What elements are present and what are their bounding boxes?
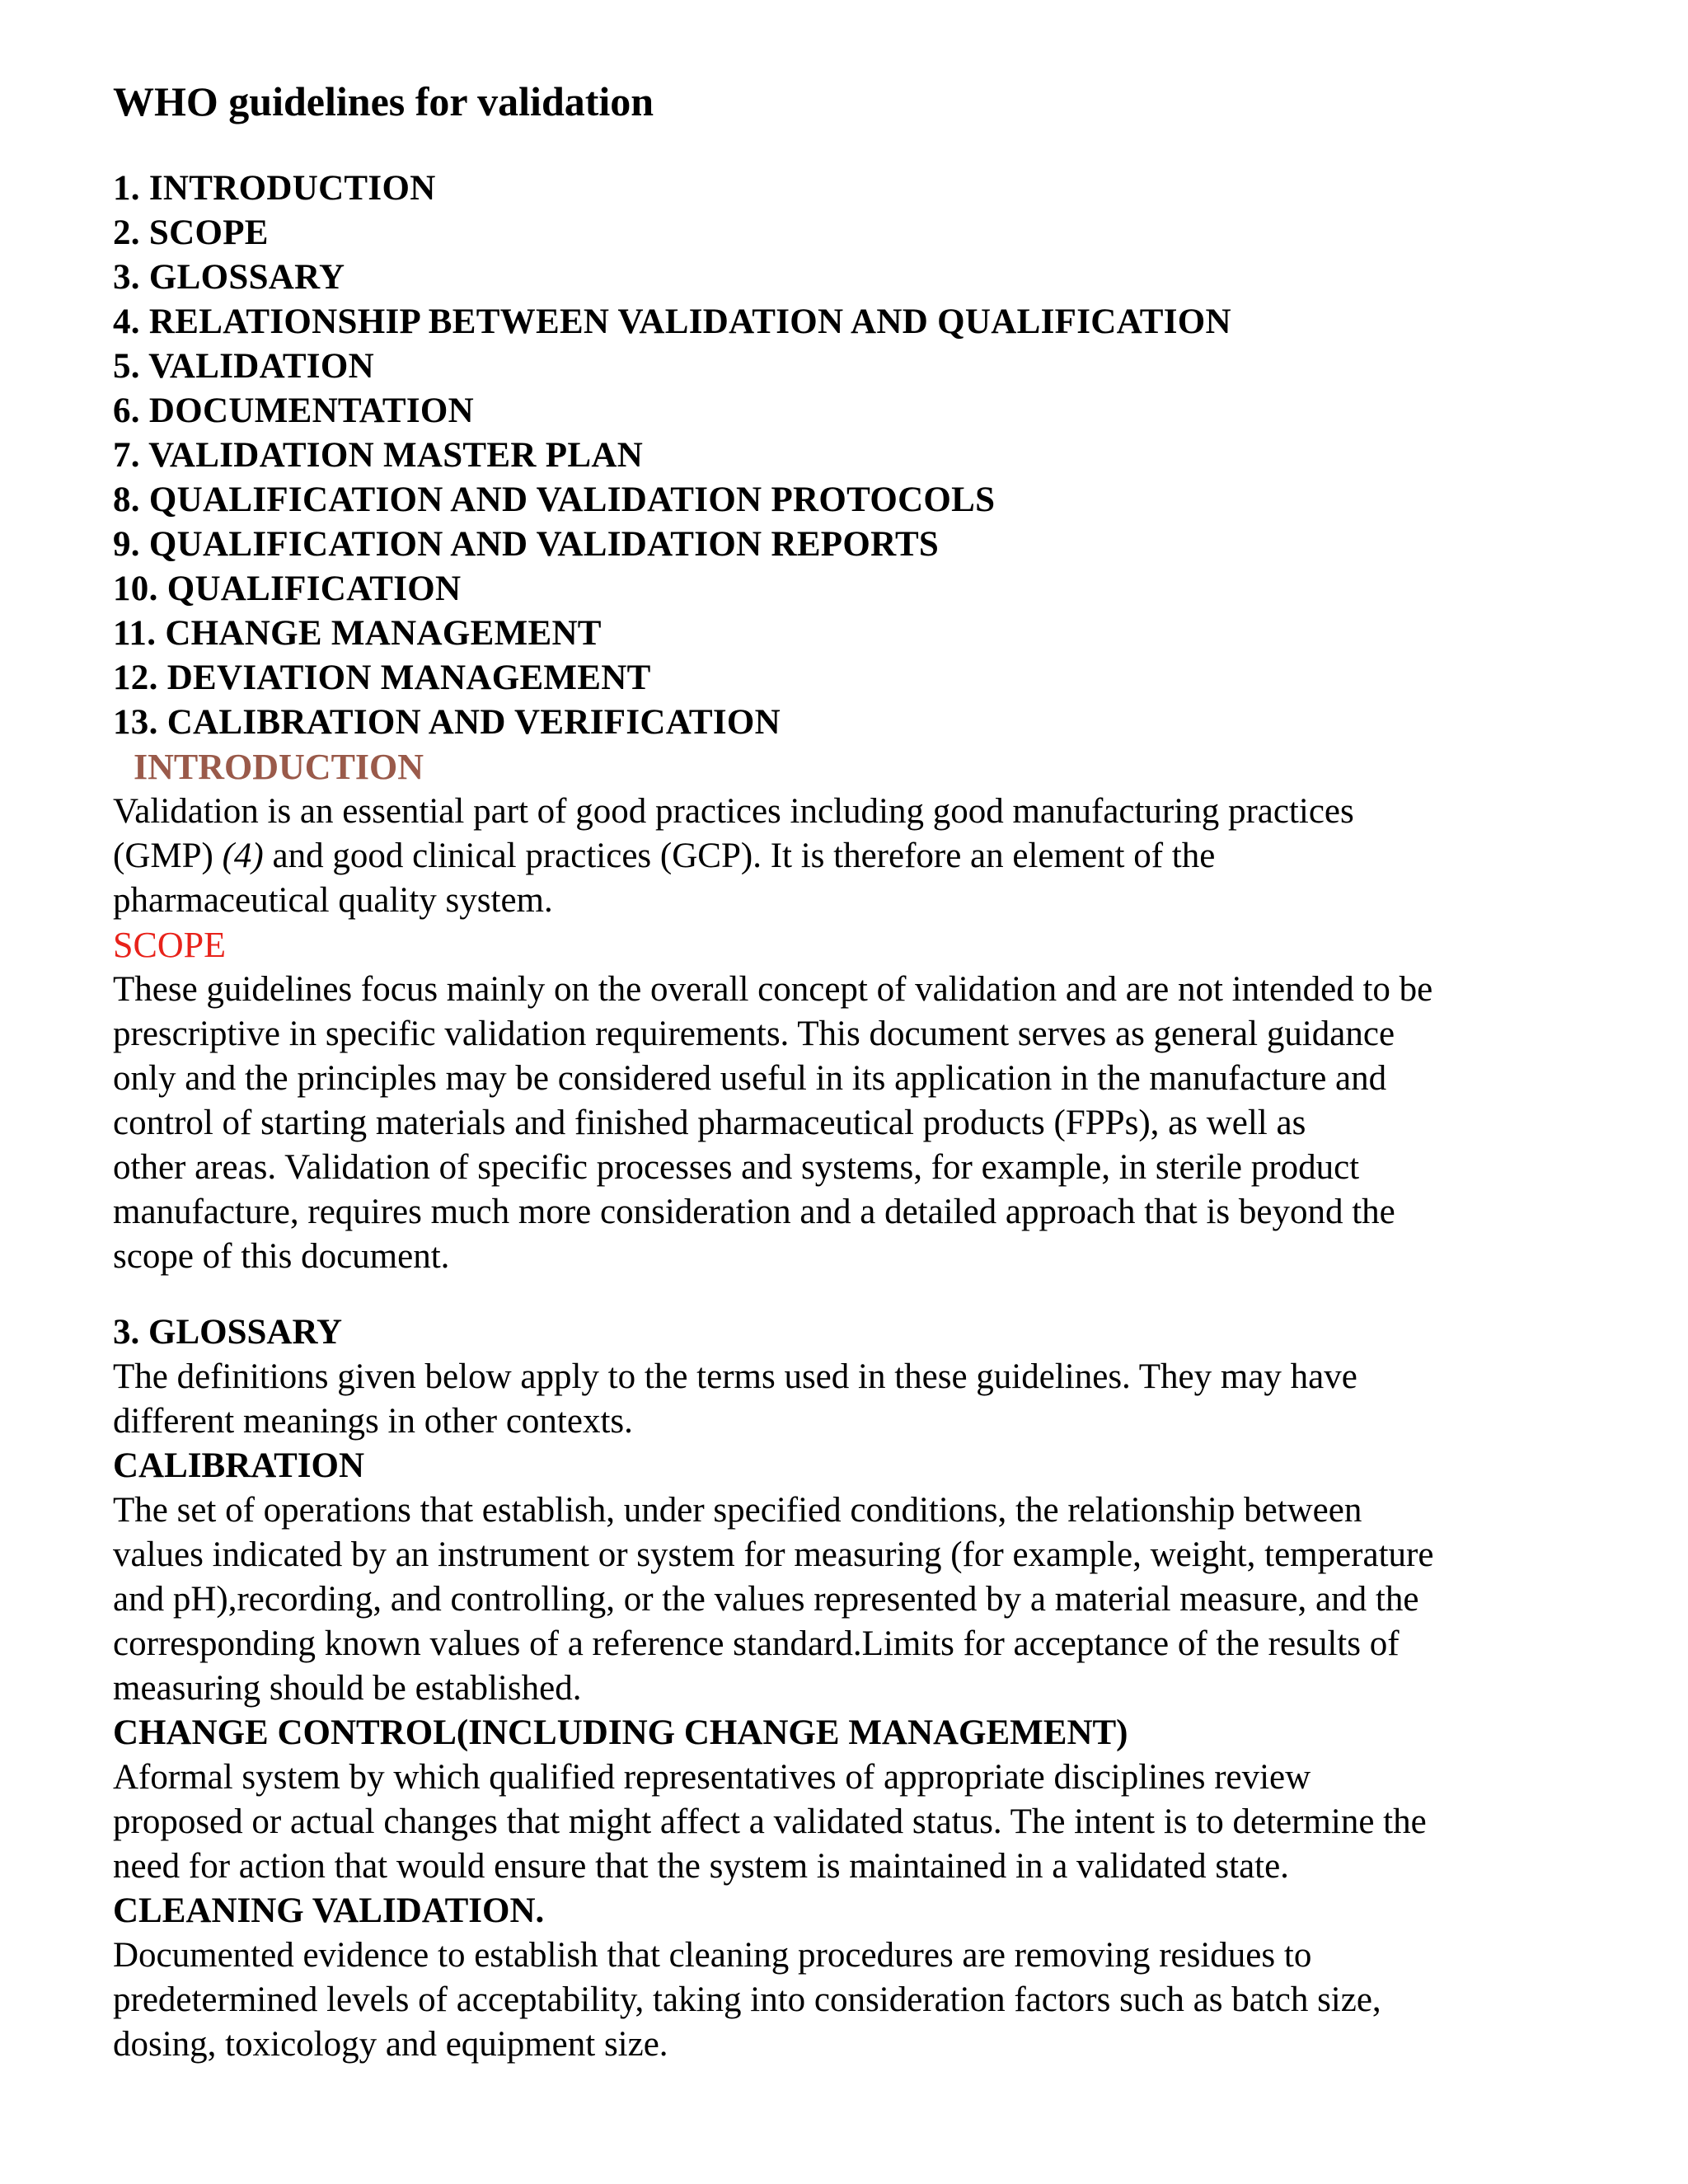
paragraph-line: The set of operations that establish, under specified conditions, the relationship between [113, 1491, 1362, 1530]
reference-number: (4) [222, 837, 264, 875]
paragraph-line: measuring should be established. [113, 1669, 582, 1708]
toc-item: 4. RELATIONSHIP BETWEEN VALIDATION AND QUALIFICATION [113, 302, 1231, 341]
paragraph-line: These guidelines focus mainly on the overall concept of validation and are not intended to be [113, 970, 1433, 1009]
paragraph-line: prescriptive in specific validation requirements. This document serves as general guidance [113, 1015, 1395, 1053]
paragraph-line: predetermined levels of acceptability, taking into consideration factors such as batch size, [113, 1980, 1381, 2019]
text-run: (GMP) [113, 837, 223, 875]
introduction-paragraph [113, 790, 1639, 923]
toc-item: 5. VALIDATION [113, 347, 374, 386]
glossary-term-change-control: CHANGE CONTROL(INCLUDING CHANGE MANAGEMENT) [113, 1713, 1128, 1752]
scope-heading: SCOPE [113, 925, 226, 965]
table-of-contents [113, 166, 1231, 745]
introduction-heading: INTRODUCTION [134, 747, 424, 787]
paragraph-line: pharmaceutical quality system. [113, 881, 553, 920]
glossary-heading: 3. GLOSSARY [113, 1313, 343, 1352]
paragraph-line: control of starting materials and finished pharmaceutical products (FPPs), as well as [113, 1104, 1306, 1142]
glossary-definition-change-control [113, 1755, 1639, 1889]
glossary-intro [113, 1355, 1639, 1444]
toc-item: 10. QUALIFICATION [113, 569, 462, 608]
paragraph-line: dosing, toxicology and equipment size. [113, 2025, 668, 2064]
toc-item: 11. CHANGE MANAGEMENT [113, 614, 602, 653]
toc-item: 9. QUALIFICATION AND VALIDATION REPORTS [113, 525, 940, 564]
text-run: and good clinical practices (GCP). It is therefore an element of the [263, 837, 1216, 875]
toc-item: 12. DEVIATION MANAGEMENT [113, 658, 651, 697]
paragraph-line [113, 834, 1639, 879]
paragraph-line: values indicated by an instrument or system for measuring (for example, weight, temperature [113, 1535, 1434, 1574]
document-body [113, 745, 1639, 2067]
paragraph-line: and pH),recording, and controlling, or the values represented by a material measure, and the [113, 1580, 1419, 1619]
paragraph-line: The definitions given below apply to the terms used in these guidelines. They may have [113, 1357, 1357, 1396]
toc-item: 8. QUALIFICATION AND VALIDATION PROTOCOLS [113, 480, 996, 519]
scope-paragraph [113, 968, 1639, 1279]
glossary-definition-cleaning-validation [113, 1933, 1639, 2067]
paragraph-line: scope of this document. [113, 1237, 450, 1276]
paragraph-line: different meanings in other contexts. [113, 1402, 633, 1441]
toc-item: 7. VALIDATION MASTER PLAN [113, 436, 644, 475]
section-spacer [113, 1279, 1639, 1310]
glossary-term-cleaning-validation: CLEANING VALIDATION. [113, 1891, 545, 1930]
paragraph-line: manufacture, requires much more consideration and a detailed approach that is beyond the [113, 1193, 1395, 1231]
toc-item: 1. INTRODUCTION [113, 169, 436, 208]
toc-item: 6. DOCUMENTATION [113, 391, 474, 430]
toc-item: 2. SCOPE [113, 213, 269, 252]
paragraph-line: Validation is an essential part of good practices including good manufacturing practices [113, 792, 1354, 831]
toc-item: 3. GLOSSARY [113, 258, 345, 297]
paragraph-line: proposed or actual changes that might affect a validated status. The intent is to determine the [113, 1802, 1427, 1841]
glossary-term-calibration: CALIBRATION [113, 1446, 365, 1485]
paragraph-line: other areas. Validation of specific processes and systems, for example, in sterile product [113, 1148, 1360, 1187]
toc-item: 13. CALIBRATION AND VERIFICATION [113, 703, 781, 742]
paragraph-line: need for action that would ensure that the system is maintained in a validated state. [113, 1847, 1289, 1886]
document-title: WHO guidelines for validation [113, 78, 654, 124]
paragraph-line: only and the principles may be considered useful in its application in the manufacture and [113, 1059, 1387, 1098]
glossary-definition-calibration [113, 1488, 1639, 1711]
paragraph-line: corresponding known values of a reference standard.Limits for acceptance of the results of [113, 1624, 1400, 1663]
paragraph-line: Aformal system by which qualified representatives of appropriate disciplines review [113, 1758, 1311, 1797]
paragraph-line: Documented evidence to establish that cleaning procedures are removing residues to [113, 1936, 1312, 1975]
